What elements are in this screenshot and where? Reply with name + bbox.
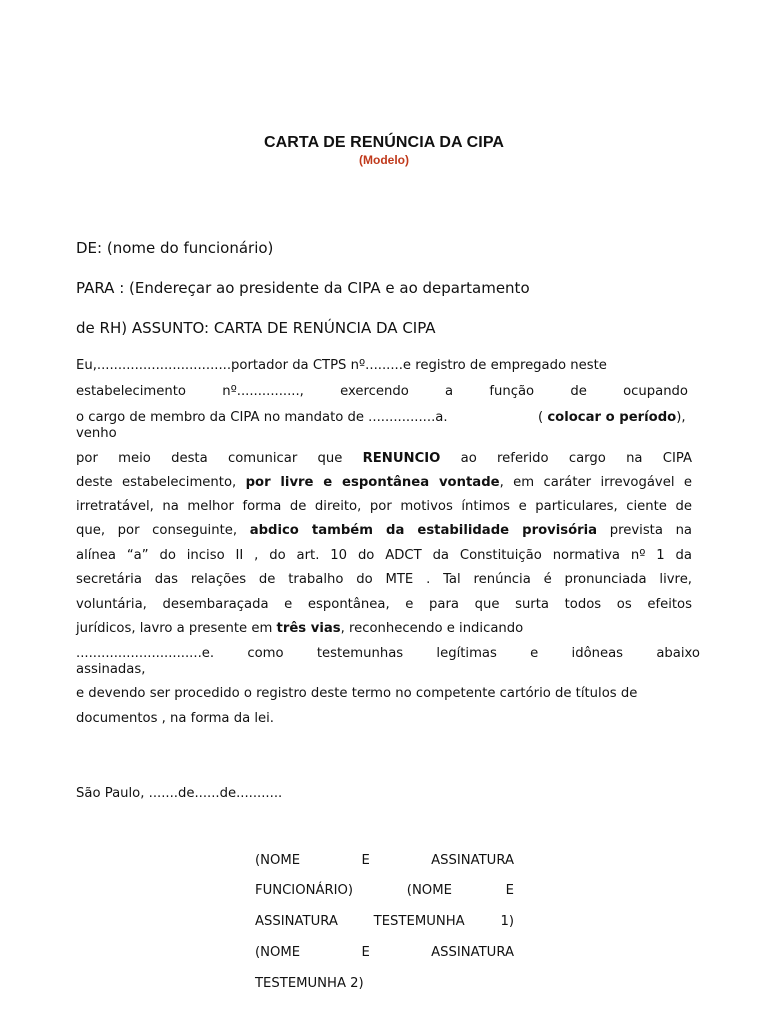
field-assunto: de RH) ASSUNTO: CARTA DE RENÚNCIA DA CIPA (76, 319, 436, 337)
bold-livre-espontanea: por livre e espontânea vontade (245, 475, 500, 490)
body-line-5 (76, 475, 692, 491)
body-line-8: alínea “a” do inciso II , do art. 10 do ADCT da Constituição normativa nº 1 da (76, 548, 692, 563)
signature-line-4: (NOME E ASSINATURA (255, 945, 514, 960)
body-line-3 (76, 410, 700, 426)
document-subtitle: (Modelo) (359, 153, 409, 167)
l4-text-a: por meio desta comunicar que (76, 451, 363, 466)
l7-text-b: prevista na (597, 523, 693, 538)
paren-close: ), (676, 410, 686, 425)
body-line-3b: venho (76, 426, 117, 441)
bold-colocar-periodo: colocar o período (547, 410, 677, 425)
field-de: DE: (nome do funcionário) (76, 239, 274, 257)
l11-text-b: , reconhecendo e indicando (340, 621, 524, 636)
bold-tres-vias: três vias (276, 621, 341, 636)
l5-text-b: , em caráter irrevogável e (499, 475, 692, 490)
place-date: São Paulo, .......de......de........... (76, 786, 283, 801)
body-line-14: documentos , na forma da lei. (76, 711, 274, 726)
signature-line-1: (NOME E ASSINATURA (255, 853, 514, 868)
body-line-4 (76, 451, 692, 467)
body-line-12b: assinadas, (76, 662, 146, 677)
signature-line-3: ASSINATURA TESTEMUNHA 1) (255, 914, 514, 929)
l11-text-a: jurídicos, lavro a presente em (76, 621, 277, 636)
body-line-7 (76, 523, 692, 539)
body-line-13: e devendo ser procedido o registro deste termo no competente cartório de títulos de (76, 686, 638, 701)
l5-text-a: deste estabelecimento, (76, 475, 246, 490)
bold-abdico: abdico também da estabilidade provisória (249, 523, 598, 538)
body-line-11 (76, 621, 600, 637)
l4-text-b: ao referido cargo na CIPA (440, 451, 692, 466)
field-para: PARA : (Endereçar ao presidente da CIPA e ao departamento (76, 279, 530, 297)
signature-line-5: TESTEMUNHA 2) (255, 976, 364, 991)
paren-open: ( (538, 410, 548, 425)
document-title: CARTA DE RENÚNCIA DA CIPA (263, 134, 505, 151)
signature-line-2: FUNCIONÁRIO) (NOME E (255, 883, 514, 898)
body-line-3-paren (538, 410, 686, 426)
body-line-6: irretratável, na melhor forma de direito, por motivos íntimos e particulares, ciente de (76, 499, 692, 514)
body-line-12: ..............................e. como testemunhas legítimas e idôneas abaixo (76, 646, 700, 661)
body-line-10: voluntária, desembaraçada e espontânea, e para que surta todos os efeitos (76, 597, 692, 612)
body-line-1: Eu,................................portador da CTPS nº.........e registro de empregado neste (76, 358, 607, 373)
body-line-9: secretária das relações de trabalho do MTE . Tal renúncia é pronunciada livre, (76, 572, 692, 587)
bold-renuncio: RENUNCIO (362, 451, 441, 466)
l7-text-a: que, por conseguinte, (76, 523, 250, 538)
body-line-2: estabelecimento nº..............., exercendo a função de ocupando (76, 384, 688, 399)
body-line-3-text: o cargo de membro da CIPA no mandato de ................a. (76, 410, 448, 425)
